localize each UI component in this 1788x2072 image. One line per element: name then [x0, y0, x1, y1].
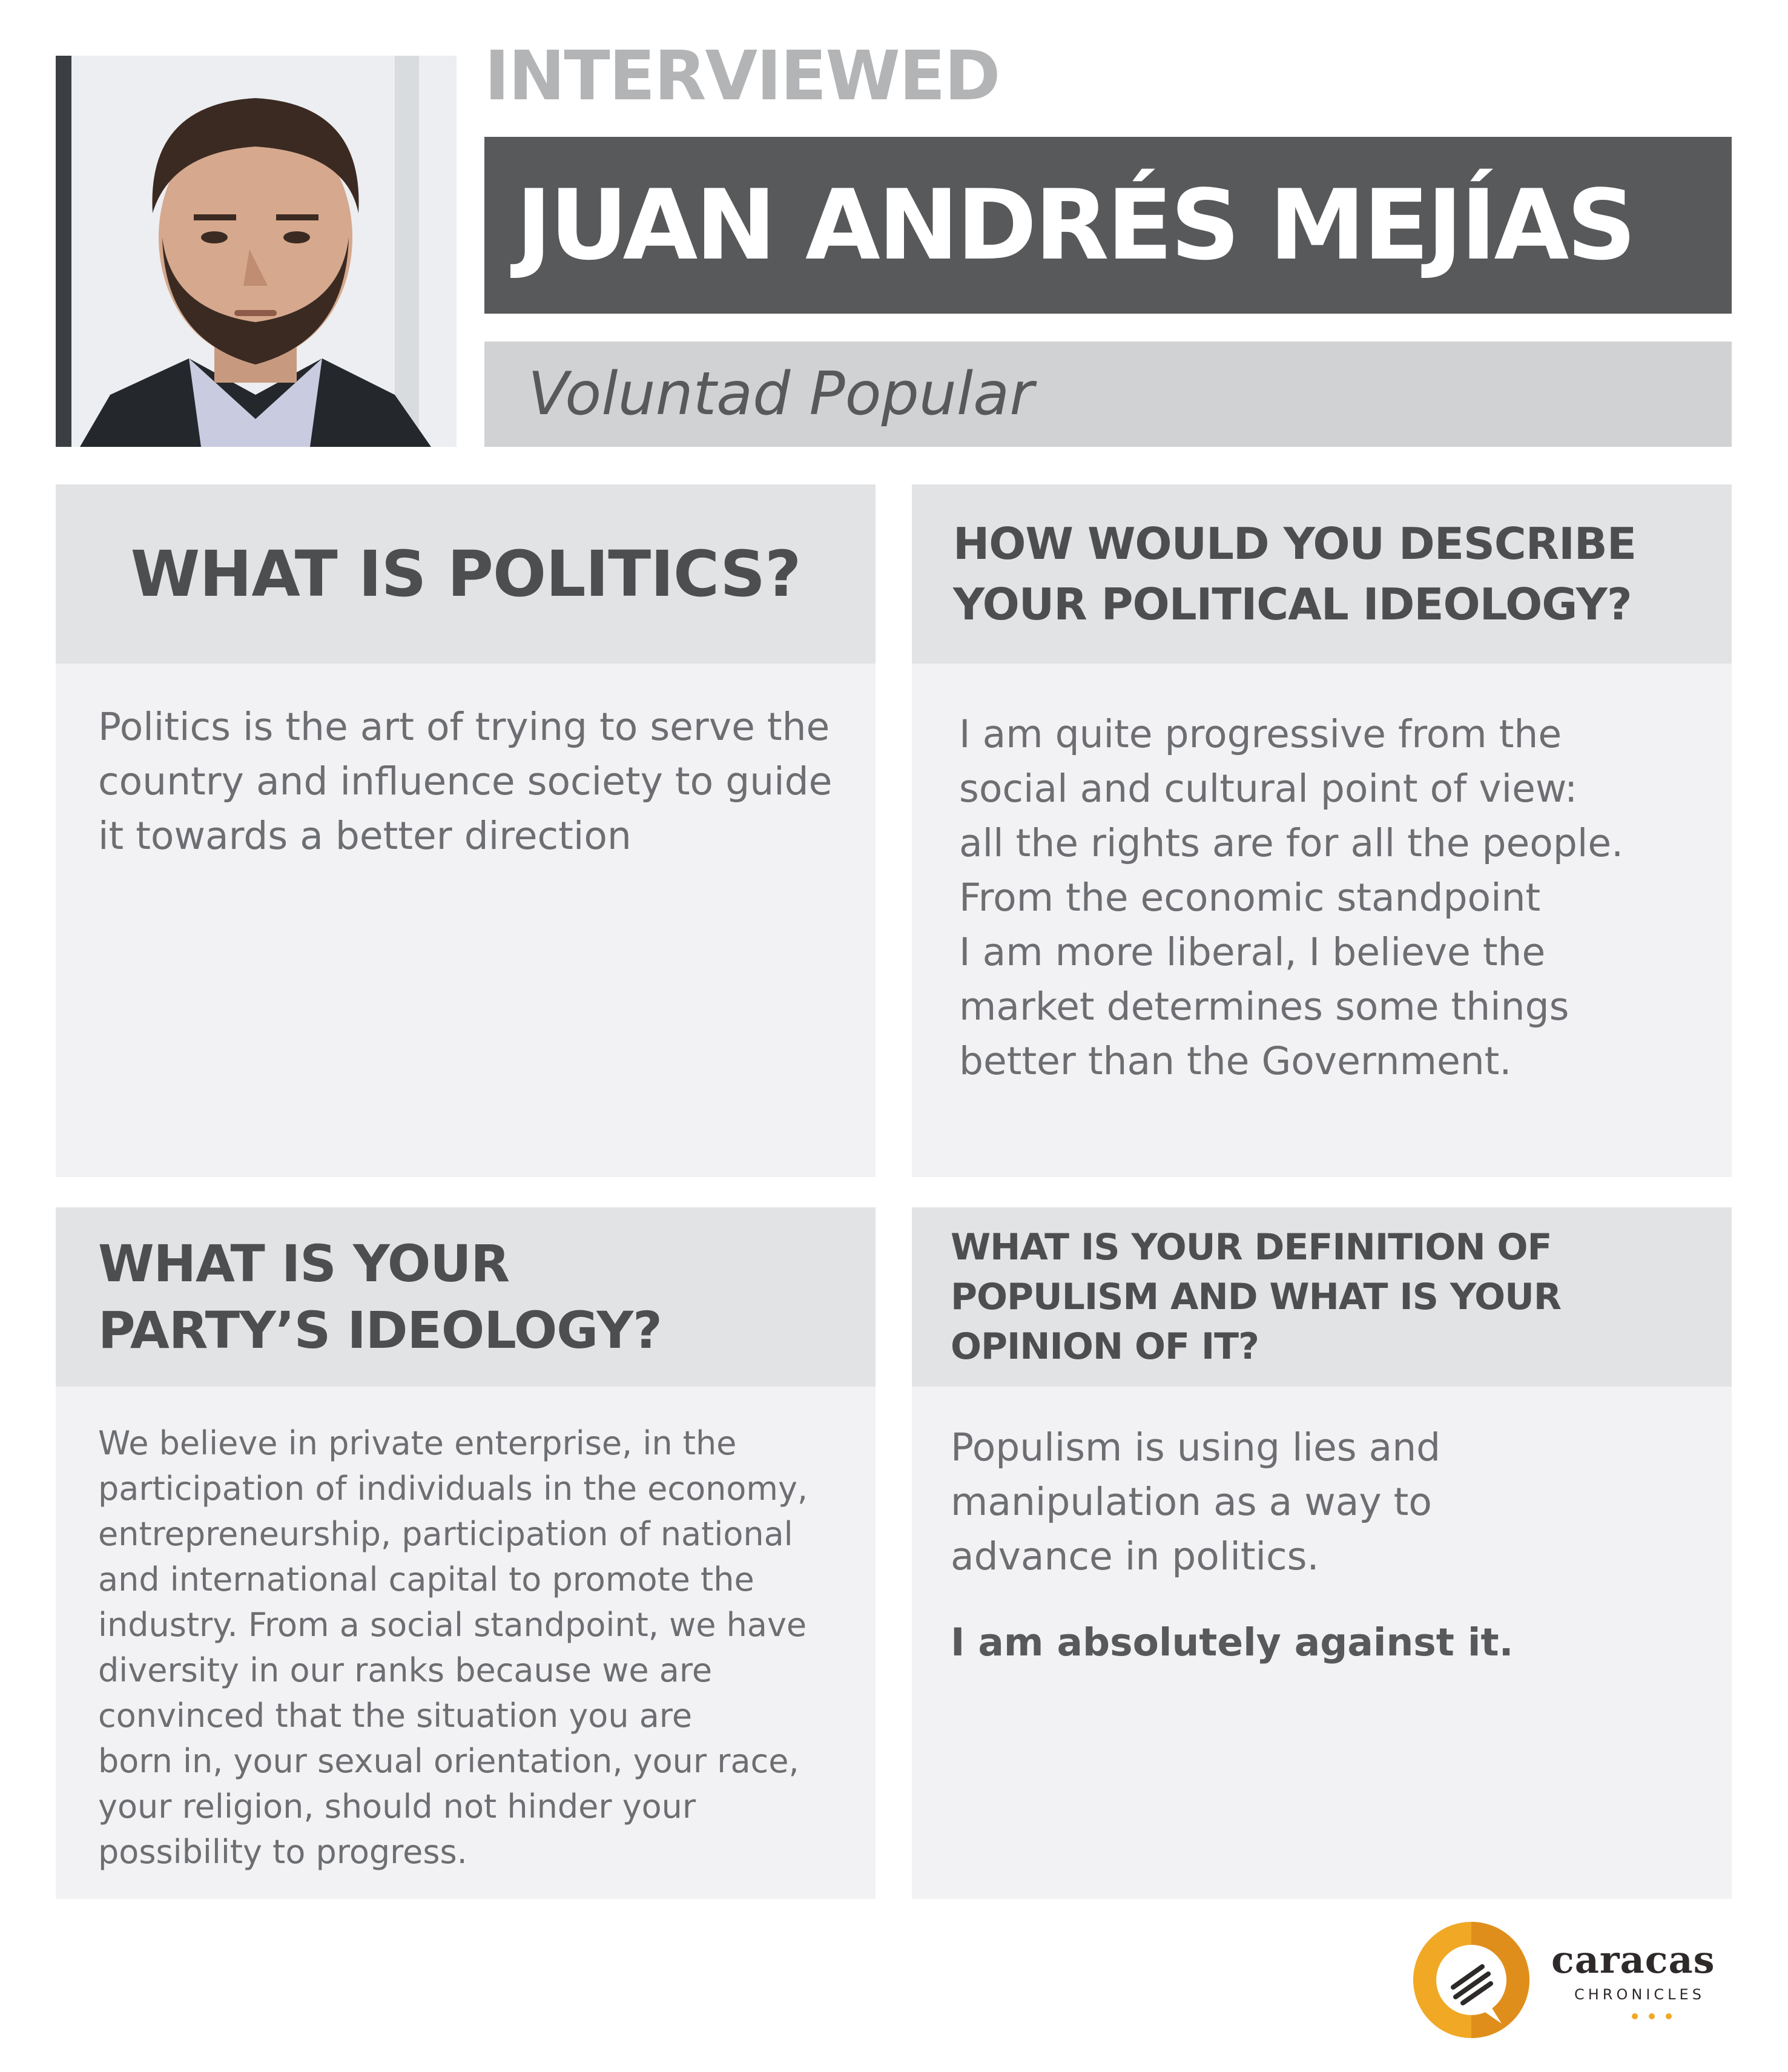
answer-line: advance in politics.	[951, 1534, 1319, 1579]
logo-wordmark: caracas	[1551, 1938, 1715, 1982]
speech-bubble-q-icon	[1411, 1919, 1532, 2041]
caracas-chronicles-logo	[1411, 1919, 1750, 2053]
party-bar	[484, 341, 1732, 447]
logo-subtitle: CHRONICLES	[1574, 1986, 1705, 2003]
question-title-line: PARTY’S IDEOLOGY?	[98, 1301, 662, 1360]
question-title: WHAT IS POLITICS?	[130, 536, 801, 611]
answer-line: market determines some things	[959, 985, 1569, 1029]
answer-line: diversity in our ranks because we are	[98, 1651, 713, 1689]
answer-line: possibility to progress.	[98, 1833, 467, 1871]
interviewed-kicker: INTERVIEWED	[484, 37, 1000, 116]
question-title-line: WHAT IS YOUR	[98, 1234, 510, 1293]
question-title-line: POPULISM AND WHAT IS YOUR	[951, 1276, 1562, 1318]
question-panel-ideology	[912, 484, 1732, 1177]
answer-line: From the economic standpoint	[959, 876, 1541, 920]
answer-text	[912, 664, 1732, 1089]
portrait-photo	[56, 56, 457, 447]
interviewee-name: JUAN ANDRÉS MEJÍAS	[516, 168, 1634, 282]
answer-line: We believe in private enterprise, in the	[98, 1424, 737, 1462]
answer-line: born in, your sexual orientation, your race,	[98, 1742, 799, 1780]
question-title-line: YOUR POLITICAL IDEOLOGY?	[953, 579, 1632, 630]
answer-text	[56, 1387, 876, 1875]
question-title-line: WHAT IS YOUR DEFINITION OF	[951, 1226, 1552, 1269]
answer-line: Populism is using lies and	[951, 1425, 1441, 1470]
question-title-line: HOW WOULD YOU DESCRIBE	[953, 518, 1636, 569]
portrait-illustration	[56, 56, 457, 447]
question-header	[56, 484, 876, 664]
answer-line: better than the Government.	[959, 1039, 1512, 1083]
answer-line: I am more liberal, I believe the	[959, 930, 1546, 974]
question-panel-party-ideology	[56, 1207, 876, 1899]
question-title	[951, 1222, 1561, 1371]
question-title	[98, 1230, 662, 1364]
question-panel-populism	[912, 1207, 1732, 1899]
answer-line: industry. From a social standpoint, we have	[98, 1606, 807, 1644]
answer-line: manipulation as a way to	[951, 1480, 1432, 1524]
answer-text: Politics is the art of trying to serve the country and influence society to guide it towards a better direction	[98, 705, 833, 858]
answer-line: I am quite progressive from the	[959, 712, 1562, 756]
question-title-line: OPINION OF IT?	[951, 1325, 1259, 1368]
party-name: Voluntad Popular	[528, 360, 1034, 429]
answer-line: convinced that the situation you are	[98, 1697, 693, 1735]
question-header	[56, 1207, 876, 1387]
answer-line: all the rights are for all the people.	[959, 821, 1624, 865]
question-header	[912, 1207, 1732, 1387]
name-bar	[484, 137, 1732, 314]
answer-text	[912, 1387, 1732, 1584]
answer-line: your religion, should not hinder your	[98, 1787, 696, 1826]
question-header	[912, 484, 1732, 664]
answer-emphasis: I am absolutely against it.	[951, 1620, 1514, 1665]
question-title	[953, 513, 1636, 635]
answer-line: and international capital to promote the	[98, 1560, 754, 1599]
dots-icon	[1628, 2010, 1676, 2022]
answer-line: participation of individuals in the economy,	[98, 1470, 808, 1508]
answer-line: social and cultural point of view:	[959, 767, 1578, 811]
answer-line: entrepreneurship, participation of national	[98, 1515, 793, 1553]
question-panel-politics	[56, 484, 876, 1177]
